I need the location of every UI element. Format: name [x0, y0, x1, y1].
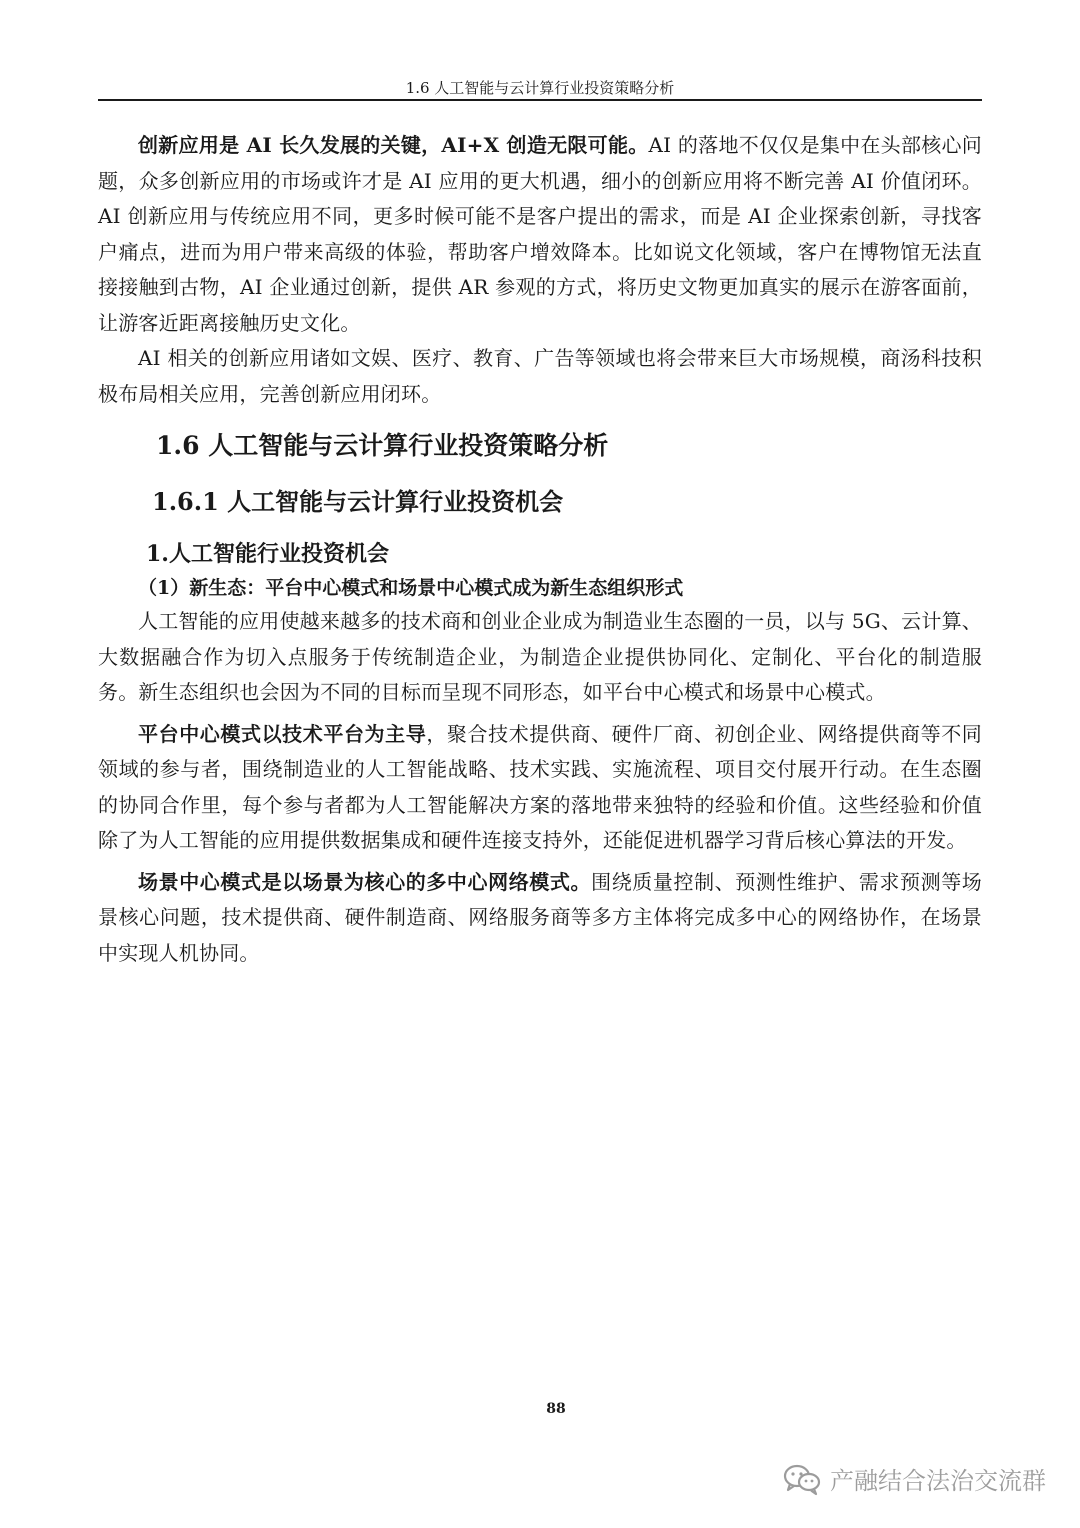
subsection-heading: 1.6.1 人工智能与云计算行业投资机会 [152, 487, 564, 516]
paragraph-innovation [98, 128, 982, 341]
paragraph-new-ecosystem: 人工智能的应用使越来越多的技术商和创业企业成为制造业生态圈的一员，以与 5G、云计算、大数据融合作为切入点服务于传统制造企业，为制造企业提供协同化、定制化、平台化的制造服务。新生态组织也会因为不同的目标而呈现不同形态，如平台中心模式和场景中心模式。 [98, 609, 982, 704]
page-number: 88 [546, 1401, 566, 1417]
section-heading: 1.6 人工智能与云计算行业投资策略分析 [156, 431, 609, 460]
watermark [782, 1461, 1046, 1496]
wechat-icon [782, 1462, 822, 1496]
running-header: 1.6 人工智能与云计算行业投资策略分析 [405, 79, 675, 97]
watermark-text: 产融结合法治交流群 [830, 1467, 1046, 1495]
paragraph-body: AI 的落地不仅仅是集中在头部核心问题，众多创新应用的市场或许才是 AI 应用的更大机遇，细小的创新应用将不断完善 AI 价值闭环。AI 创新应用与传统应用不同，更多时候可能不是客户提出的需求，而是 AI 企业探索创新，寻找客户痛点，进而为用户带来高级的体验，帮助客户增效降本。比如说文化领域，客户在博物馆无法直接接触到古物，AI 企业通过创新，提供 AR 参观的方式，将历史文物更加真实的展示在游客面前，让游客近距离接触历史文化。 [98, 133, 982, 335]
topic-heading: （1）新生态：平台中心模式和场景中心模式成为新生态组织形式 [138, 577, 684, 599]
paragraph-lead: 场景中心模式是以场景为核心的多中心网络模式。 [138, 869, 592, 894]
paragraph-body: ，聚合技术提供商、硬件厂商、初创企业、网络提供商等不同领域的参与者，围绕制造业的人工智能战略、技术实践、实施流程、项目交付展开行动。在生态圈的协同合作里，每个参与者都为人工智能解决方案的落地带来独特的经验和价值。这些经验和价值除了为人工智能的应用提供数据集成和硬件连接支持外，还能促进机器学习背后核心算法的开发。 [98, 721, 982, 852]
paragraph-body: 围绕质量控制、预测性维护、需求预测等场景核心问题，技术提供商、硬件制造商、网络服务商等多方主体将完成多中心的网络协作，在场景中实现人机协同。 [98, 869, 982, 965]
subsubsection-heading: 1.人工智能行业投资机会 [146, 541, 389, 567]
header-rule [98, 99, 982, 101]
paragraph-lead: 平台中心模式以技术平台为主导 [138, 721, 427, 746]
paragraph-scenario-model [98, 865, 982, 972]
paragraph-lead: 创新应用是 AI 长久发展的关键，AI+X 创造无限可能。 [138, 133, 649, 157]
page-content [98, 128, 982, 971]
paragraph-applications: AI 相关的创新应用诸如文娱、医疗、教育、广告等领域也将会带来巨大市场规模，商汤科技积极布局相关应用，完善创新应用闭环。 [98, 346, 982, 406]
paragraph-platform-model [98, 717, 982, 859]
